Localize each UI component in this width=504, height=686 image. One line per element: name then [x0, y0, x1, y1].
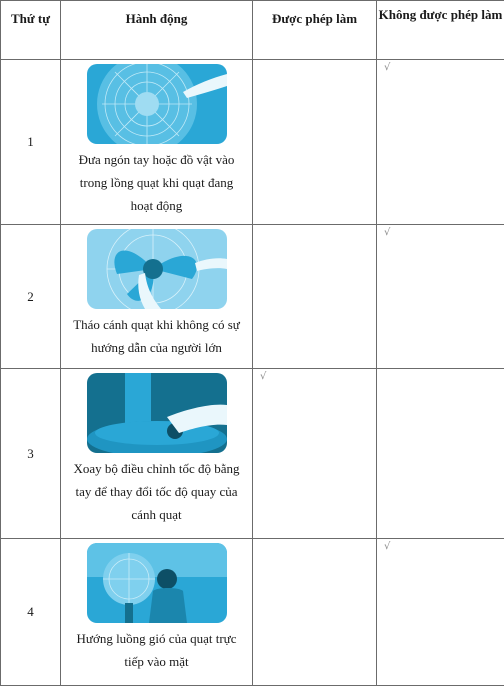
allowed-cell — [253, 539, 377, 686]
table-row — [1, 60, 504, 225]
allowed-cell — [253, 225, 377, 369]
check-mark: √ — [260, 371, 266, 382]
action-cell — [61, 539, 253, 686]
action-cell — [61, 369, 253, 539]
action-caption: Đưa ngón tay hoặc đồ vật vào trong lồng quạt khi quạt đang hoạt động — [61, 144, 252, 223]
check-mark: √ — [384, 541, 390, 552]
row-number: 3 — [1, 369, 61, 539]
removing-fan-blade-image — [87, 229, 227, 309]
child-facing-fan-image — [87, 543, 227, 623]
allowed-cell — [253, 60, 377, 225]
hand-touching-fan-guard-image — [87, 64, 227, 144]
row-number: 1 — [1, 60, 61, 225]
row-number: 2 — [1, 225, 61, 369]
not-allowed-cell — [377, 225, 504, 369]
action-caption: Tháo cánh quạt khi không có sự hướng dẫn của người lớn — [61, 309, 252, 365]
check-mark: √ — [384, 227, 390, 238]
header-not-allowed: Không được phép làm — [377, 1, 504, 60]
not-allowed-cell — [377, 60, 504, 225]
action-caption: Xoay bộ điều chỉnh tốc độ bằng tay để thay đổi tốc độ quay của cánh quạt — [61, 453, 252, 532]
not-allowed-cell — [377, 369, 504, 539]
action-caption: Hướng luồng gió của quạt trực tiếp vào mặt — [61, 623, 252, 679]
table-row — [1, 225, 504, 369]
turning-speed-knob-image — [87, 373, 227, 453]
header-allowed: Được phép làm — [253, 1, 377, 60]
action-cell — [61, 60, 253, 225]
check-mark: √ — [384, 62, 390, 73]
table-row — [1, 539, 504, 686]
header-order: Thứ tự — [1, 1, 61, 60]
not-allowed-cell — [377, 539, 504, 686]
allowed-cell — [253, 369, 377, 539]
action-cell — [61, 225, 253, 369]
header-action: Hành động — [61, 1, 253, 60]
header-row — [1, 1, 504, 60]
table-row — [1, 369, 504, 539]
row-number: 4 — [1, 539, 61, 686]
